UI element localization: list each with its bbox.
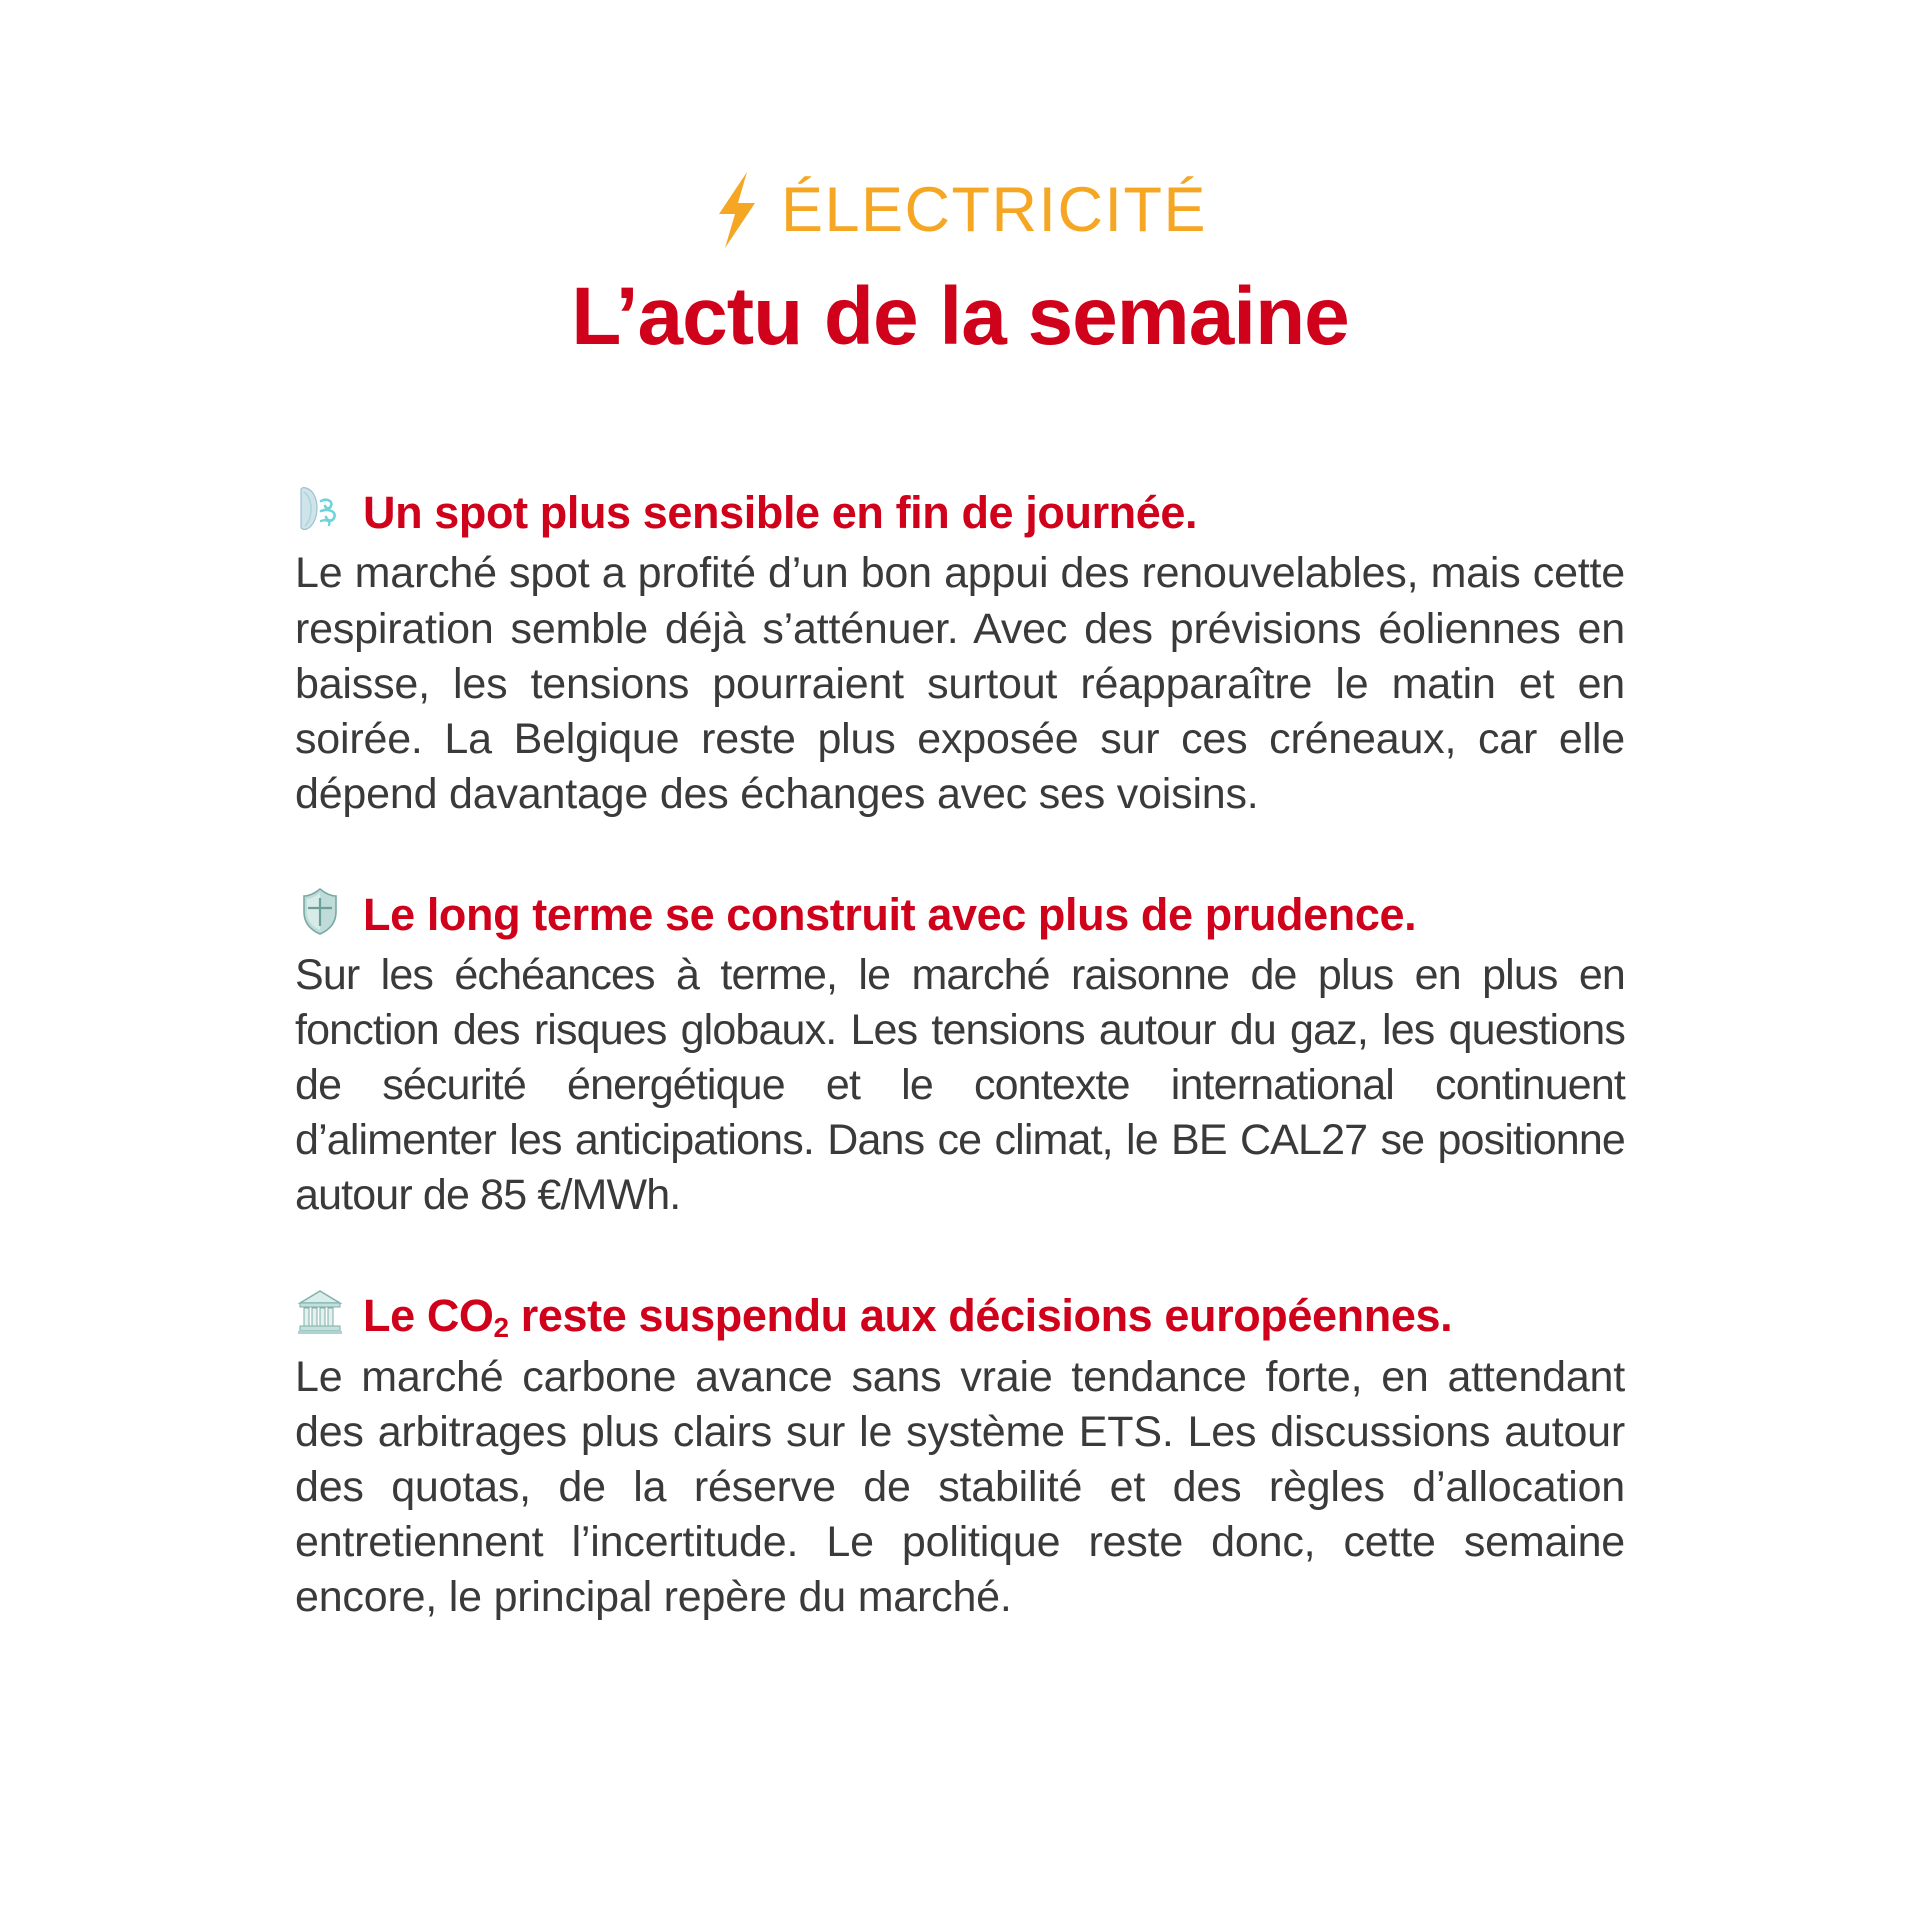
section-paragraph: Sur les échéances à terme, le marché raisonne de plus en plus en fonction des risques globaux. Les tensions autour du gaz, les questions de sécurité énergétique et le contexte international continuent d’alimenter les anticipations. Dans ce climat, le BE CAL27 se positionne autour de 85 €/MWh. <box>295 951 1625 1220</box>
section-title-prefix: Le CO <box>363 1290 494 1342</box>
section-paragraph: Le marché carbone avance sans vraie tendance forte, en attendant des arbitrages plus clairs sur le système ETS. Les discussions autour des quotas, de la réserve de stabilité et des règles d’allocation entretiennent l’incertitude. Le politique reste donc, cette semaine encore, le principal repère du marché. <box>295 1352 1625 1621</box>
lightning-bolt-icon <box>713 172 759 248</box>
shield-icon <box>295 886 345 936</box>
section-long-terme <box>295 880 1625 1224</box>
kicker-label: ÉLECTRICITÉ <box>780 174 1208 245</box>
classical-building-icon <box>295 1287 345 1337</box>
article-body <box>295 360 1625 1625</box>
section-title <box>363 1291 1452 1341</box>
section-spot <box>295 478 1625 822</box>
header <box>0 0 1920 360</box>
section-title: Un spot plus sensible en fin de journée. <box>363 487 1198 539</box>
section-heading <box>295 1281 1625 1341</box>
section-heading <box>295 880 1625 940</box>
section-title-subscript: 2 <box>493 1311 509 1343</box>
section-co2 <box>295 1281 1625 1625</box>
section-title: Le long terme se construit avec plus de prudence. <box>363 888 1417 940</box>
page-title: L’actu de la semaine <box>571 271 1349 362</box>
wind-face-icon <box>295 484 345 534</box>
section-paragraph: Le marché spot a profité d’un bon appui des renouvelables, mais cette respiration semble déjà s’atténuer. Avec des prévisions éoliennes en baisse, les tensions pourraient surtout réapparaître le matin et en soirée. La Belgique reste plus exposée sur ces créneaux, car elle dépend davantage des échanges avec ses voisins. <box>295 549 1625 818</box>
kicker-row <box>0 172 1920 248</box>
section-heading <box>295 478 1625 538</box>
section-title-suffix: reste suspendu aux décisions européennes. <box>508 1290 1453 1342</box>
